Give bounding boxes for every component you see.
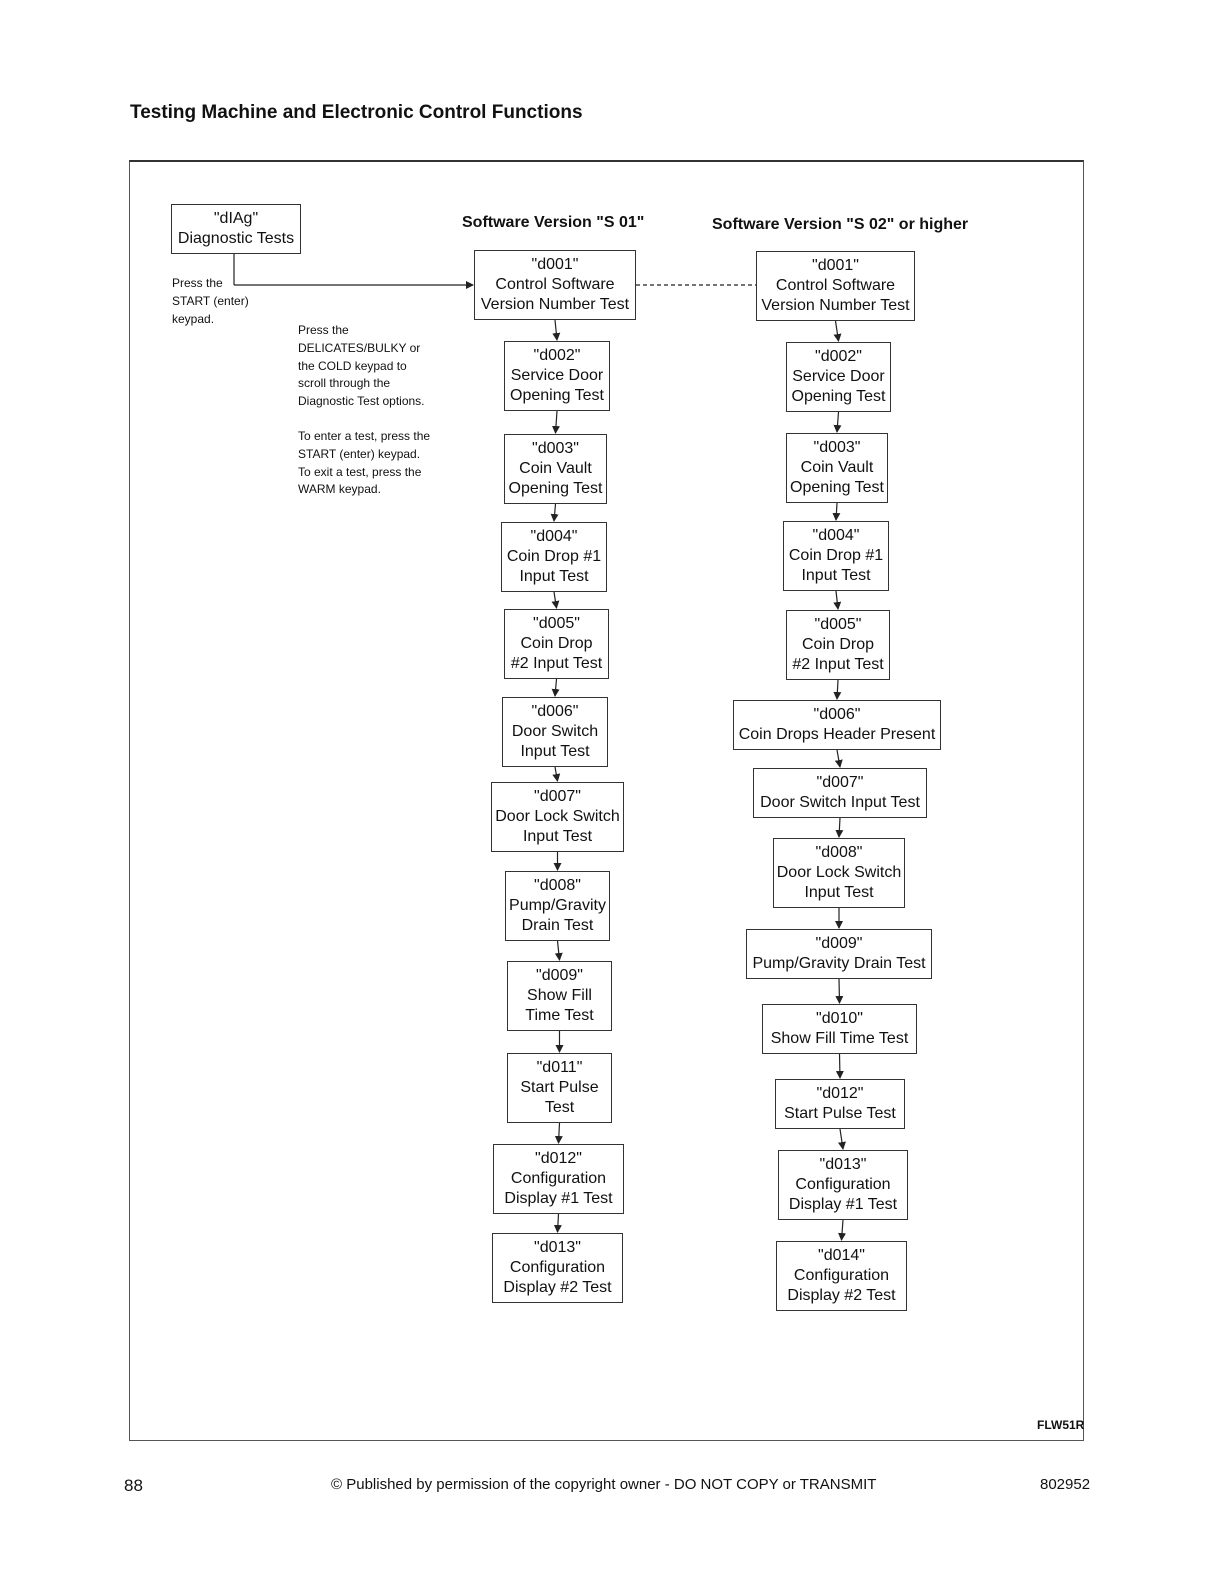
flow-arrow [839,979,840,1003]
s02-step-box: "d004" Coin Drop #1 Input Test [783,521,889,591]
s02-step-box: "d006" Coin Drops Header Present [733,700,941,750]
page-title: Testing Machine and Electronic Control Functions [130,102,583,123]
heading-s02: Software Version "S 02" or higher [712,216,969,233]
s01-step-box: "d008" Pump/Gravity Drain Test [505,871,610,941]
s02-step-box: "d012" Start Pulse Test [775,1079,905,1129]
flow-arrow [837,750,840,767]
flow-arrow [558,941,560,960]
s02-step-box: "d002" Service Door Opening Test [786,342,891,412]
s02-step-box: "d005" Coin Drop #2 Input Test [786,610,890,680]
s01-step-box: "d004" Coin Drop #1 Input Test [501,522,607,592]
s01-step-box: "d012" Configuration Display #1 Test [493,1144,624,1214]
s02-step-box: "d008" Door Lock Switch Input Test [773,838,905,908]
s02-step-box: "d013" Configuration Display #1 Test [778,1150,908,1220]
s02-step-box: "d003" Coin Vault Opening Test [786,433,888,503]
s01-step-box: "d002" Service Door Opening Test [504,341,610,411]
flow-arrow [836,591,838,609]
flow-arrow [837,680,838,699]
flow-arrow [836,503,837,520]
flow-arrow [554,592,557,608]
flow-arrow [555,679,557,696]
s02-step-box: "d014" Configuration Display #2 Test [776,1241,907,1311]
heading-s01: Software Version "S 01" [462,214,645,231]
s01-step-box: "d013" Configuration Display #2 Test [492,1233,623,1303]
note-press-start: Press the START (enter) keypad. [172,276,249,326]
diag-start-label: Diagnostic Tests [177,230,295,247]
diag-start-code: "dIAg" [213,210,259,227]
diag-start-box [171,204,301,254]
s01-step-box: "d003" Coin Vault Opening Test [504,434,607,504]
s02-step-box: "d001" Control Software Version Number Test [756,251,915,321]
s01-step-box: "d011" Start Pulse Test [507,1053,612,1123]
flow-arrow [554,504,556,521]
s01-step-box: "d005" Coin Drop #2 Input Test [504,609,609,679]
flow-arrow [842,1220,844,1240]
flow-arrow [555,767,558,781]
flow-arrow [840,1054,841,1078]
flow-arrow [836,321,839,341]
note-scroll: Press the DELICATES/BULKY or the COLD keypad to scroll through the Diagnostic Test options. [298,323,425,409]
figure-id: FLW51R [1037,1418,1085,1432]
s01-step-box: "d001" Control Software Version Number Test [474,250,636,320]
document-number: 802952 [1040,1476,1091,1493]
copyright-notice: © Published by permission of the copyright owner - DO NOT COPY or TRANSMIT [331,1476,877,1493]
flow-arrow [839,818,840,837]
flow-arrow [555,320,557,340]
flow-arrow [556,411,558,433]
flow-arrow [837,412,839,432]
s02-step-box: "d007" Door Switch Input Test [753,768,927,818]
note-enter-exit: To enter a test, press the START (enter) keypad. To exit a test, press the WARM keypad. [298,429,431,497]
s01-step-box: "d006" Door Switch Input Test [502,697,608,767]
flow-arrow [558,1214,559,1232]
s01-step-box: "d009" Show Fill Time Test [507,961,612,1031]
s01-step-box: "d007" Door Lock Switch Input Test [491,782,624,852]
page-number: 88 [124,1476,143,1495]
s02-step-box: "d009" Pump/Gravity Drain Test [746,929,932,979]
flow-arrow [840,1129,843,1149]
s02-step-box: "d010" Show Fill Time Test [762,1004,917,1054]
flow-arrow [559,1123,560,1143]
